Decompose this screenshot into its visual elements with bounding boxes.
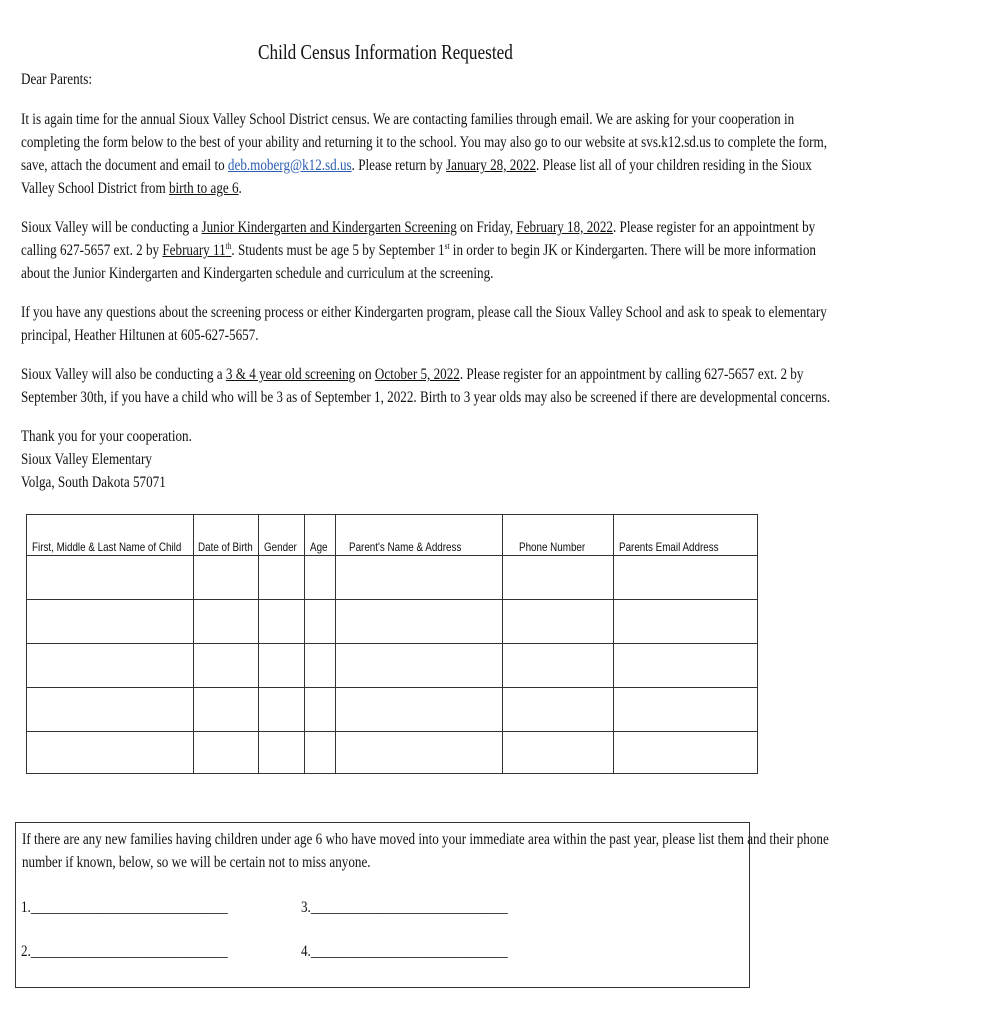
intro-line-4: Valley School District from birth to age 6. [21,180,242,197]
new-family-blank-3[interactable]: 3.______________________________ [301,899,508,916]
preschool-screening: 3 & 4 year old screening [225,366,356,383]
new-families-line-1: If there are any new families having children under age 6 who have moved into your immediate area within the past year, please list them and their phone [22,831,829,848]
new-families-line-2: number if known, below, so we will be certain not to miss anyone. [22,854,371,871]
return-deadline: January 28, 2022 [446,157,537,174]
column-divider [258,515,259,773]
preschool-screening-date: October 5, 2022 [374,366,460,383]
greeting: Dear Parents: [21,71,93,88]
column-divider [613,515,614,773]
age-range: birth to age 6 [168,180,239,197]
col-header-age: Age [310,540,328,554]
closing-thanks: Thank you for your cooperation. [21,428,192,445]
questions-line-2: principal, Heather Hiltunen at 605-627-5657. [21,327,259,344]
col-header-gender: Gender [264,540,297,554]
new-family-blank-2[interactable]: 2.______________________________ [21,943,228,960]
row-divider [27,687,757,688]
row-divider [27,599,757,600]
email-link[interactable]: deb.moberg@k12.sd.us [227,157,352,174]
new-families-box [15,822,829,988]
kindergarten-line-3: about the Junior Kindergarten and Kindergarten schedule and curriculum at the screening. [21,265,494,282]
column-divider [335,515,336,773]
questions-line-1: If you have any questions about the screening process or either Kindergarten program, please call the Sioux Valley School and ask to speak to elementary [21,304,827,321]
kindergarten-screening: Junior Kindergarten and Kindergarten Screening [201,219,457,236]
kindergarten-screening-date: February 18, 2022 [516,219,613,236]
col-header-child-name: First, Middle & Last Name of Child [32,540,182,554]
register-by-date: February 11th [162,241,232,259]
closing-address: Volga, South Dakota 57071 [21,474,166,491]
kindergarten-line-2: calling 627-5657 ext. 2 by February 11th. Students must be age 5 by September 1st in order to begin JK or Kindergarten. There will be more information [21,241,816,259]
col-header-phone-number: Phone Number [519,540,586,554]
col-header-date-of-birth: Date of Birth [198,540,253,554]
preschool-line-2: September 30th, if you have a child who will be 3 as of September 1, 2022. Birth to 3 year olds may also be screened if there are developmental concerns. [21,389,831,406]
column-divider [502,515,503,773]
intro-line-1: It is again time for the annual Sioux Valley School District census. We are contacting families through email. We are asking for your cooperation in [21,111,795,128]
page-title: Child Census Information Requested [257,40,513,64]
intro-line-2: completing the form below to the best of your ability and returning it to the school. You may also go to our website at svs.k12.sd.us to complete the form, [21,134,828,151]
kindergarten-line-1: Sioux Valley will be conducting a Junior Kindergarten and Kindergarten Screening on Friday, February 18, 2022. Please register for an appointment by [21,219,816,236]
preschool-line-1: Sioux Valley will also be conducting a 3 & 4 year old screening on October 5, 2022. Please register for an appointment by calling 627-5657 ext. 2 by [21,366,804,383]
new-family-blank-4[interactable]: 4.______________________________ [301,943,508,960]
col-header-parent-name-address: Parent's Name & Address [349,540,462,554]
column-divider [193,515,194,773]
column-divider [304,515,305,773]
col-header-parent-email: Parents Email Address [619,540,719,554]
row-divider [27,731,757,732]
header-divider [27,555,757,556]
new-family-blank-1[interactable]: 1.______________________________ [21,899,228,916]
intro-line-3: save, attach the document and email to deb.moberg@k12.sd.us. Please return by January 28, 2022. Please list all of your children residing in the Sioux [21,157,812,174]
census-table [26,514,758,774]
row-divider [27,643,757,644]
closing-school: Sioux Valley Elementary [21,451,152,468]
